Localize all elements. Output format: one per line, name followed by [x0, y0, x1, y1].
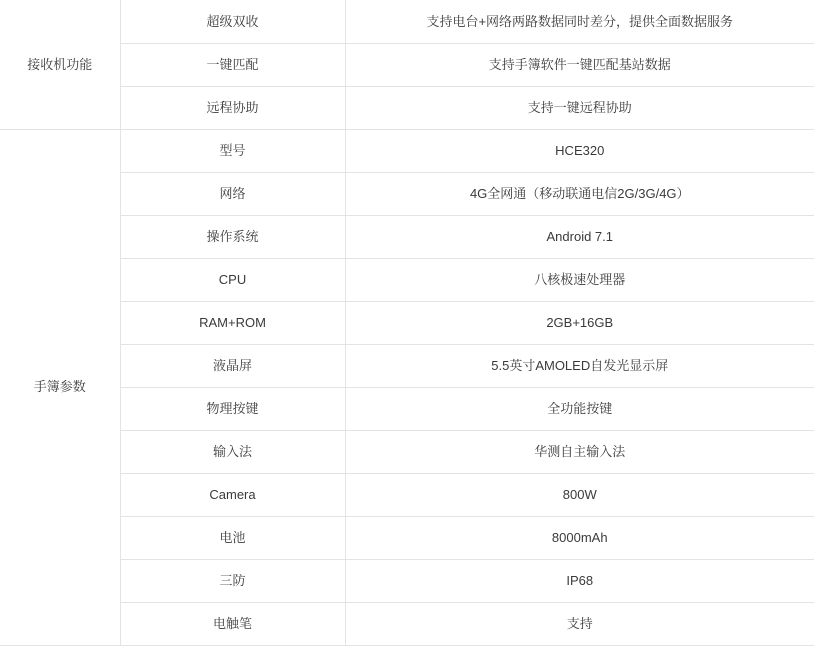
- table-cell-item: 液晶屏: [120, 344, 345, 387]
- table-cell-value: 八核极速处理器: [345, 258, 814, 301]
- table-cell-item: 一键匹配: [120, 43, 345, 86]
- table-cell-value: 华测自主输入法: [345, 430, 814, 473]
- table-row: [0, 43, 814, 86]
- table-cell-item: Camera: [120, 473, 345, 516]
- table-row: [0, 430, 814, 473]
- table-cell-item: 输入法: [120, 430, 345, 473]
- table-cell-value: 4G全网通（移动联通电信2G/3G/4G）: [345, 172, 814, 215]
- table-cell-value: 800W: [345, 473, 814, 516]
- table-cell-item: RAM+ROM: [120, 301, 345, 344]
- table-row: [0, 559, 814, 602]
- table-cell-value: 支持手簿软件一键匹配基站数据: [345, 43, 814, 86]
- table-cell-value: 支持一键远程协助: [345, 86, 814, 129]
- table-row: [0, 215, 814, 258]
- table-cell-item: 物理按键: [120, 387, 345, 430]
- table-cell-value: 8000mAh: [345, 516, 814, 559]
- table-cell-value: IP68: [345, 559, 814, 602]
- table-cell-item: 操作系统: [120, 215, 345, 258]
- table-cell-item: 电触笔: [120, 602, 345, 645]
- table-cell-item: 远程协助: [120, 86, 345, 129]
- table-cell-item: 型号: [120, 129, 345, 172]
- table-cell-item: CPU: [120, 258, 345, 301]
- table-row: [0, 129, 814, 172]
- table-cell-value: 全功能按键: [345, 387, 814, 430]
- table-cell-value: Android 7.1: [345, 215, 814, 258]
- table-cell-item: 超级双收: [120, 0, 345, 43]
- table-row: [0, 516, 814, 559]
- table-row: [0, 473, 814, 516]
- table-cell-item: 网络: [120, 172, 345, 215]
- table-cell-value: 5.5英寸AMOLED自发光显示屏: [345, 344, 814, 387]
- table-row: [0, 258, 814, 301]
- table-cell-item: 三防: [120, 559, 345, 602]
- table-group-label: 手簿参数: [0, 129, 120, 645]
- table-cell-value: 支持电台+网络两路数据同时差分，提供全面数据服务: [345, 0, 814, 43]
- table-row: [0, 344, 814, 387]
- table-group-label: 接收机功能: [0, 0, 120, 129]
- table-row: [0, 172, 814, 215]
- table-cell-value: 支持: [345, 602, 814, 645]
- table-cell-value: 2GB+16GB: [345, 301, 814, 344]
- table-row: [0, 387, 814, 430]
- table-row: [0, 602, 814, 645]
- table-row: [0, 301, 814, 344]
- table-cell-item: 电池: [120, 516, 345, 559]
- table-row: [0, 86, 814, 129]
- table-row: [0, 0, 814, 43]
- table-cell-value: HCE320: [345, 129, 814, 172]
